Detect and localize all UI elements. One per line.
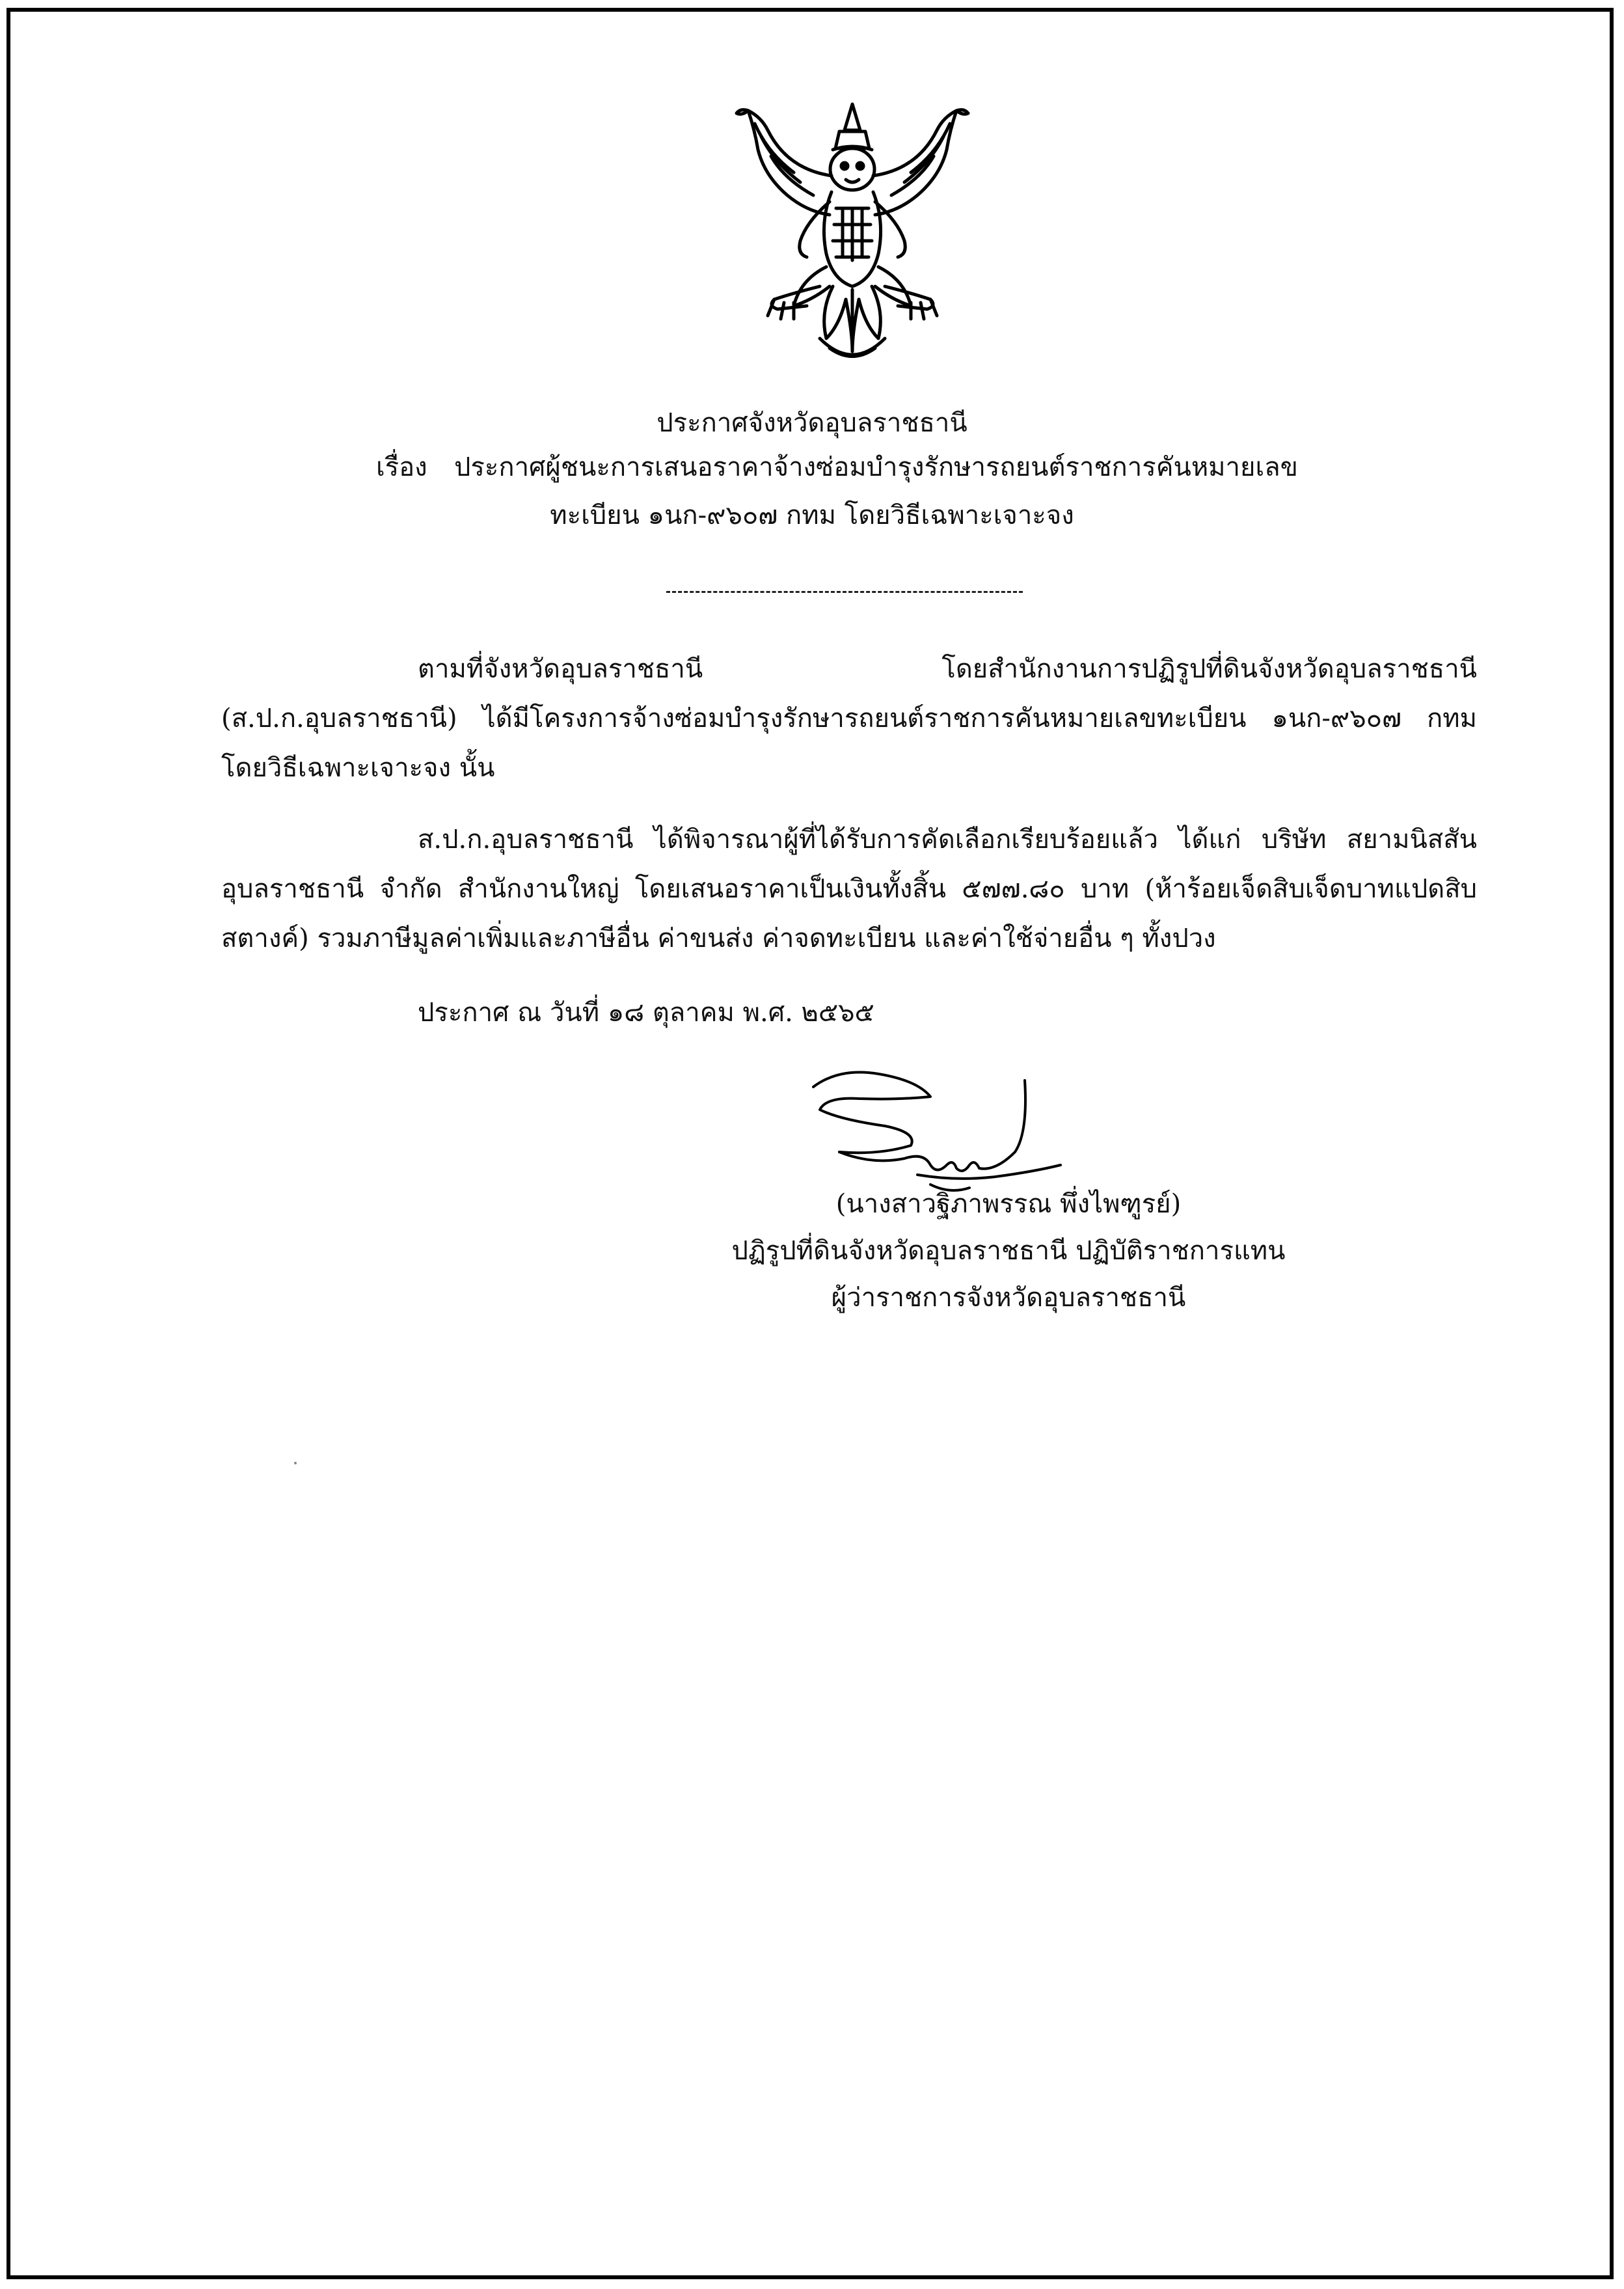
document-title: ประกาศจังหวัดอุบลราชธานี: [656, 408, 968, 438]
subject-line: [376, 448, 1417, 487]
paragraph-intro: [221, 644, 1477, 793]
paragraph-winner-text: ส.ป.ก.อุบลราชธานี ได้พิจารณาผู้ที่ได้รับการคัดเลือกเรียบร้อยแล้ว ได้แก่ บริษัท สยามนิสสัน อุบลราชธานี จำกัด สำนักงานใหญ่ โดยเสนอราคาเป็นเงินทั้งสิ้น ๕๗๗.๘๐ บาท (ห้าร้อยเจ็ดสิบเจ็ดบาทแปดสิบสตางค์) รวมภาษีมูลค่าเพิ่มและภาษีอื่น ค่าขนส่ง ค่าจดทะเบียน และค่าใช้จ่ายอื่น ๆ ทั้งปวง: [221, 825, 1477, 953]
signatory-position-1: ปฏิรูปที่ดินจังหวัดอุบลราชธานี ปฏิบัติราชการแทน: [731, 1236, 1286, 1266]
announce-date-text: ประกาศ ณ วันที่ ๑๘ ตุลาคม พ.ศ. ๒๕๖๕: [418, 998, 874, 1028]
divider-line: [666, 591, 1023, 593]
paragraph-intro-text: ตามที่จังหวัดอุบลราชธานี โดยสำนักงานการปฏิรูปที่ดินจังหวัดอุบลราชธานี (ส.ป.ก.อุบลราชธานี) ได้มีโครงการจ้างซ่อมบำรุงรักษารถยนต์ราชการคันหมายเลขทะเบียน ๑นก-๙๖๐๗ กทม โดยวิธีเฉพาะเจาะจง นั้น: [221, 654, 1477, 783]
subject-text-line2: ทะเบียน ๑นก-๙๖๐๗ กทม โดยวิธีเฉพาะเจาะจง: [550, 500, 1074, 530]
paragraph-winner: [221, 815, 1477, 963]
handwritten-signature-icon: [800, 1061, 1074, 1198]
scan-speck: [294, 1462, 297, 1464]
signatory-name: (นางสาวฐิภาพรรณ พึ่งไพฑูรย์): [835, 1189, 1182, 1219]
signatory-position-2: ผู้ว่าราชการจังหวัดอุบลราชธานี: [831, 1283, 1186, 1313]
announce-date: [221, 988, 1477, 1037]
subject-text-line1: ประกาศผู้ชนะการเสนอราคาจ้างซ่อมบำรุงรักษารถยนต์ราชการคันหมายเลข: [454, 452, 1298, 482]
garuda-emblem-icon: [722, 91, 982, 371]
subject-label: เรื่อง: [376, 452, 427, 482]
